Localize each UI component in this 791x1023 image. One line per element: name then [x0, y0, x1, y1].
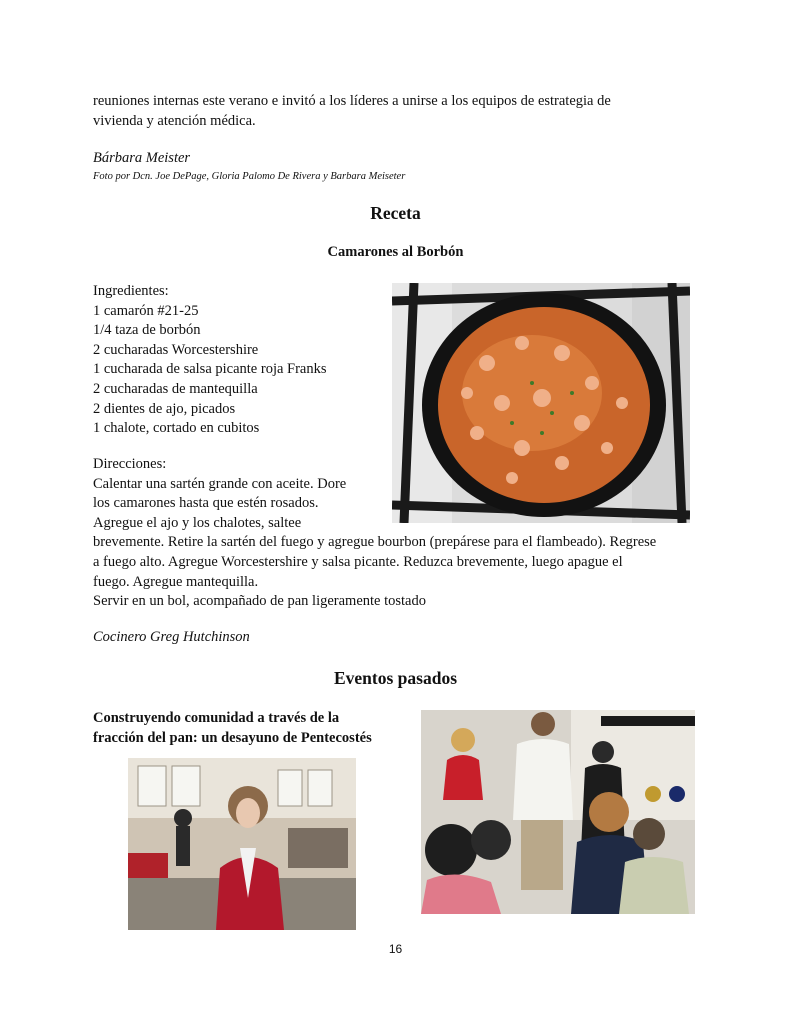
ingredients-label: Ingredientes:	[93, 283, 169, 299]
direction-line: brevemente. Retire la sartén del fuego y agregue bourbon (prepárese para el flambeado). Regrese	[93, 534, 657, 551]
directions-label: Direcciones:	[93, 456, 167, 472]
recipe-section-title: Receta	[370, 203, 421, 223]
direction-line: a fuego alto. Agregue Worcestershire y salsa picante. Reduzca brevemente, luego apague el	[93, 553, 623, 570]
events-section-title: Eventos pasados	[333, 668, 458, 688]
directions	[93, 455, 656, 612]
recipe-chef: Cocinero Greg Hutchinson	[93, 629, 250, 645]
event-title-line: Construyendo comunidad a través de la	[93, 710, 340, 726]
page-number: 16	[388, 942, 403, 956]
direction-line: Servir en un bol, acompañado de pan ligeramente tostado	[93, 593, 426, 610]
direction-line: los camarones hasta que estén rosados.	[93, 495, 319, 512]
ingredient-item: 1 chalote, cortado en cubitos	[93, 420, 260, 437]
direction-line: fuego. Agregue mantequilla.	[93, 573, 259, 590]
breakfast-hall-photo	[128, 758, 356, 930]
ingredient-item: 1 cucharada de salsa picante roja Franks	[93, 361, 327, 378]
recipe-dish-title: Camarones al Borbón	[327, 244, 464, 260]
intro-line: vivienda y atención médica.	[93, 112, 256, 129]
direction-line: Agregue el ajo y los chalotes, saltee	[93, 514, 302, 531]
ingredient-item: 1/4 taza de borbón	[93, 322, 201, 339]
direction-line: Calentar una sartén grande con aceite. Dore	[93, 475, 347, 492]
ingredient-item: 2 cucharadas Worcestershire	[93, 341, 259, 358]
intro-author: Bárbara Meister	[93, 150, 191, 166]
intro-paragraph	[93, 92, 713, 131]
ingredient-item: 1 camarón #21-25	[93, 302, 199, 319]
ingredients-list	[93, 282, 327, 439]
group-discussion-photo	[421, 710, 695, 914]
ingredient-item: 2 cucharadas de mantequilla	[93, 380, 258, 397]
ingredient-item: 2 dientes de ajo, picados	[93, 400, 236, 417]
intro-line: reuniones internas este verano e invitó a los líderes a unirse a los equipos de estrategia de	[93, 93, 611, 109]
event-title-line: fracción del pan: un desayuno de Pentecostés	[93, 730, 372, 746]
photo-credit: Foto por Dcn. Joe DePage, Gloria Palomo De Rivera y Barbara Meiseter	[93, 171, 406, 182]
event-title	[93, 708, 372, 748]
